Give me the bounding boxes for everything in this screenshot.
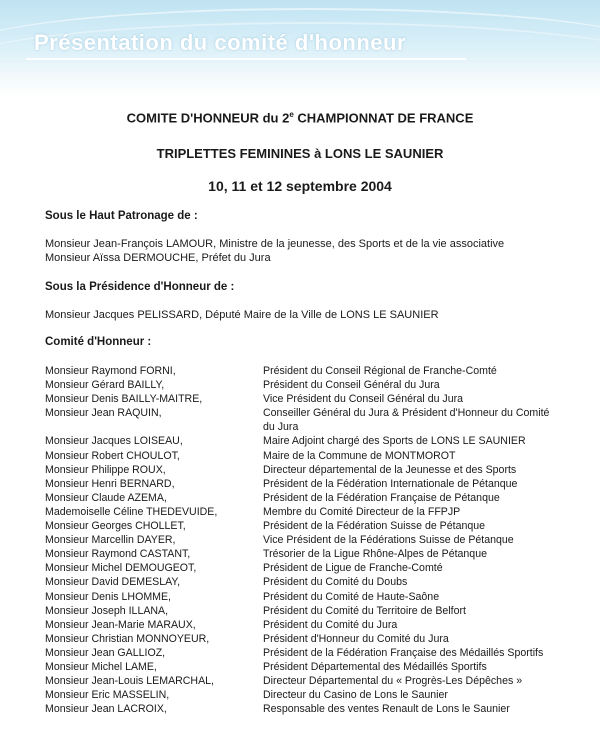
member-row — [45, 702, 565, 716]
member-row — [45, 646, 565, 660]
member-name: Monsieur Jean RAQUIN, — [45, 407, 162, 420]
member-role: Directeur départemental de la Jeunesse et des Sports — [263, 463, 517, 476]
member-name: Monsieur Raymond CASTANT, — [45, 548, 191, 561]
member-name: Monsieur Philippe ROUX, — [45, 463, 166, 476]
member-role: Trésorier de la Ligue Rhône-Alpes de Pétanque — [263, 548, 487, 561]
sub-heading: TRIPLETTES FEMININES à LONS LE SAUNIER — [156, 146, 444, 161]
member-row — [45, 477, 565, 491]
member-name: Monsieur Jean LACROIX, — [45, 703, 167, 716]
haut-patronage-line-1: Monsieur Jean-François LAMOUR, Ministre de la jeunesse, des Sports et de la vie associative — [45, 238, 505, 250]
member-role: Vice Président du Conseil Général du Jura — [263, 393, 464, 406]
member-row — [45, 406, 565, 434]
member-role: Président du Conseil Régional de Franche-Comté — [263, 365, 497, 377]
member-row — [45, 378, 565, 392]
member-row — [45, 618, 565, 632]
member-name: Monsieur Gérard BAILLY, — [45, 379, 165, 392]
member-name: Monsieur Christian MONNOYEUR, — [45, 632, 210, 645]
member-role: Président du Comité de Haute-Saône — [263, 590, 440, 603]
member-row — [45, 547, 565, 561]
member-role: Président de la Fédération Suisse de Pétanque — [263, 520, 486, 533]
member-row — [45, 533, 565, 547]
member-name: Monsieur Jean-Louis LEMARCHAL, — [45, 675, 214, 688]
member-role: Responsable des ventes Renault de Lons le Saunier — [263, 703, 510, 716]
member-name: Monsieur Georges CHOLLET, — [45, 520, 186, 533]
main-heading: COMITE D'HONNEUR du 2e CHAMPIONNAT DE FRANCE — [126, 110, 474, 126]
member-name: Monsieur Robert CHOULOT, — [45, 449, 180, 462]
member-row — [45, 575, 565, 589]
member-role: Maire de la Commune de MONTMOROT — [263, 449, 456, 462]
member-name: Monsieur Joseph ILLANA, — [45, 604, 169, 617]
member-role: Vice Président de la Fédérations Suisse de Pétanque — [263, 534, 514, 547]
member-name: Monsieur Marcellin DAYER, — [45, 534, 176, 547]
member-name: Mademoiselle Céline THEDEVUIDE, — [45, 505, 218, 518]
members-list — [45, 364, 565, 716]
banner-underline — [26, 58, 466, 60]
member-row — [45, 519, 565, 533]
member-role: Président de la Fédération Française des Médaillés Sportifs — [263, 646, 544, 659]
member-role: Président de Ligue de Franche-Comté — [263, 562, 443, 575]
member-name: Monsieur Jean GALLIOZ, — [45, 646, 166, 659]
member-name: Monsieur Eric MASSELIN, — [45, 689, 170, 702]
event-dates: 10, 11 et 12 septembre 2004 — [208, 178, 392, 194]
member-name: Monsieur Denis BAILLY-MAITRE, — [45, 393, 203, 406]
member-name: Monsieur David DEMESLAY, — [45, 576, 181, 589]
banner-title: Présentation du comité d'honneur — [34, 30, 407, 55]
member-row — [45, 590, 565, 604]
haut-patronage-line-2: Monsieur Aïssa DERMOUCHE, Préfet du Jura — [45, 252, 271, 264]
member-row — [45, 364, 565, 378]
member-role: Président Départemental des Médaillés Sportifs — [263, 660, 487, 673]
presidence-title: Sous la Présidence d'Honneur de : — [45, 281, 235, 293]
haut-patronage-title: Sous le Haut Patronage de : — [45, 210, 198, 222]
member-name: Monsieur Jean-Marie MARAUX, — [45, 618, 196, 631]
member-role: Président de la Fédération Française de Pétanque — [263, 491, 500, 504]
member-name: Monsieur Michel LAME, — [45, 660, 157, 673]
member-row — [45, 632, 565, 646]
member-role: Président du Comité du Doubs — [263, 576, 408, 589]
member-row — [45, 604, 565, 618]
member-name: Monsieur Jacques LOISEAU, — [45, 435, 183, 448]
member-role: Président de la Fédération Internationale de Pétanque — [263, 477, 518, 490]
member-role: Maire Adjoint chargé des Sports de LONS LE SAUNIER — [263, 435, 526, 448]
member-row — [45, 491, 565, 505]
member-name: Monsieur Henri BERNARD, — [45, 477, 175, 490]
member-row — [45, 449, 565, 463]
member-role: Directeur du Casino de Lons le Saunier — [263, 689, 448, 702]
member-role: Président d'Honneur du Comité du Jura — [263, 632, 449, 645]
presidence-line: Monsieur Jacques PELISSARD, Député Maire de la Ville de LONS LE SAUNIER — [45, 309, 439, 321]
comite-title: Comité d'Honneur : — [45, 336, 152, 348]
member-role: Président du Comité du Territoire de Belfort — [263, 604, 466, 617]
member-row — [45, 505, 565, 519]
member-row — [45, 660, 565, 674]
member-name: Monsieur Denis LHOMME, — [45, 590, 171, 603]
member-name: Monsieur Raymond FORNI, — [45, 365, 176, 377]
member-row — [45, 561, 565, 575]
member-row — [45, 674, 565, 688]
member-row — [45, 688, 565, 702]
member-name: Monsieur Michel DEMOUGEOT, — [45, 562, 197, 575]
member-name: Monsieur Claude AZEMA, — [45, 491, 167, 504]
member-role: Directeur Départemental du « Progrès-Les Dépêches » — [263, 675, 523, 688]
member-role: Président du Comité du Jura — [263, 618, 398, 631]
member-role: Membre du Comité Directeur de la FFPJP — [263, 505, 461, 518]
member-role: Conseiller Général du Jura & Président d'Honneur du Comité du Jura — [263, 407, 550, 434]
member-role: Président du Conseil Général du Jura — [263, 379, 440, 392]
member-row — [45, 463, 565, 477]
header-banner — [0, 0, 600, 96]
member-row — [45, 434, 565, 448]
member-row — [45, 392, 565, 406]
